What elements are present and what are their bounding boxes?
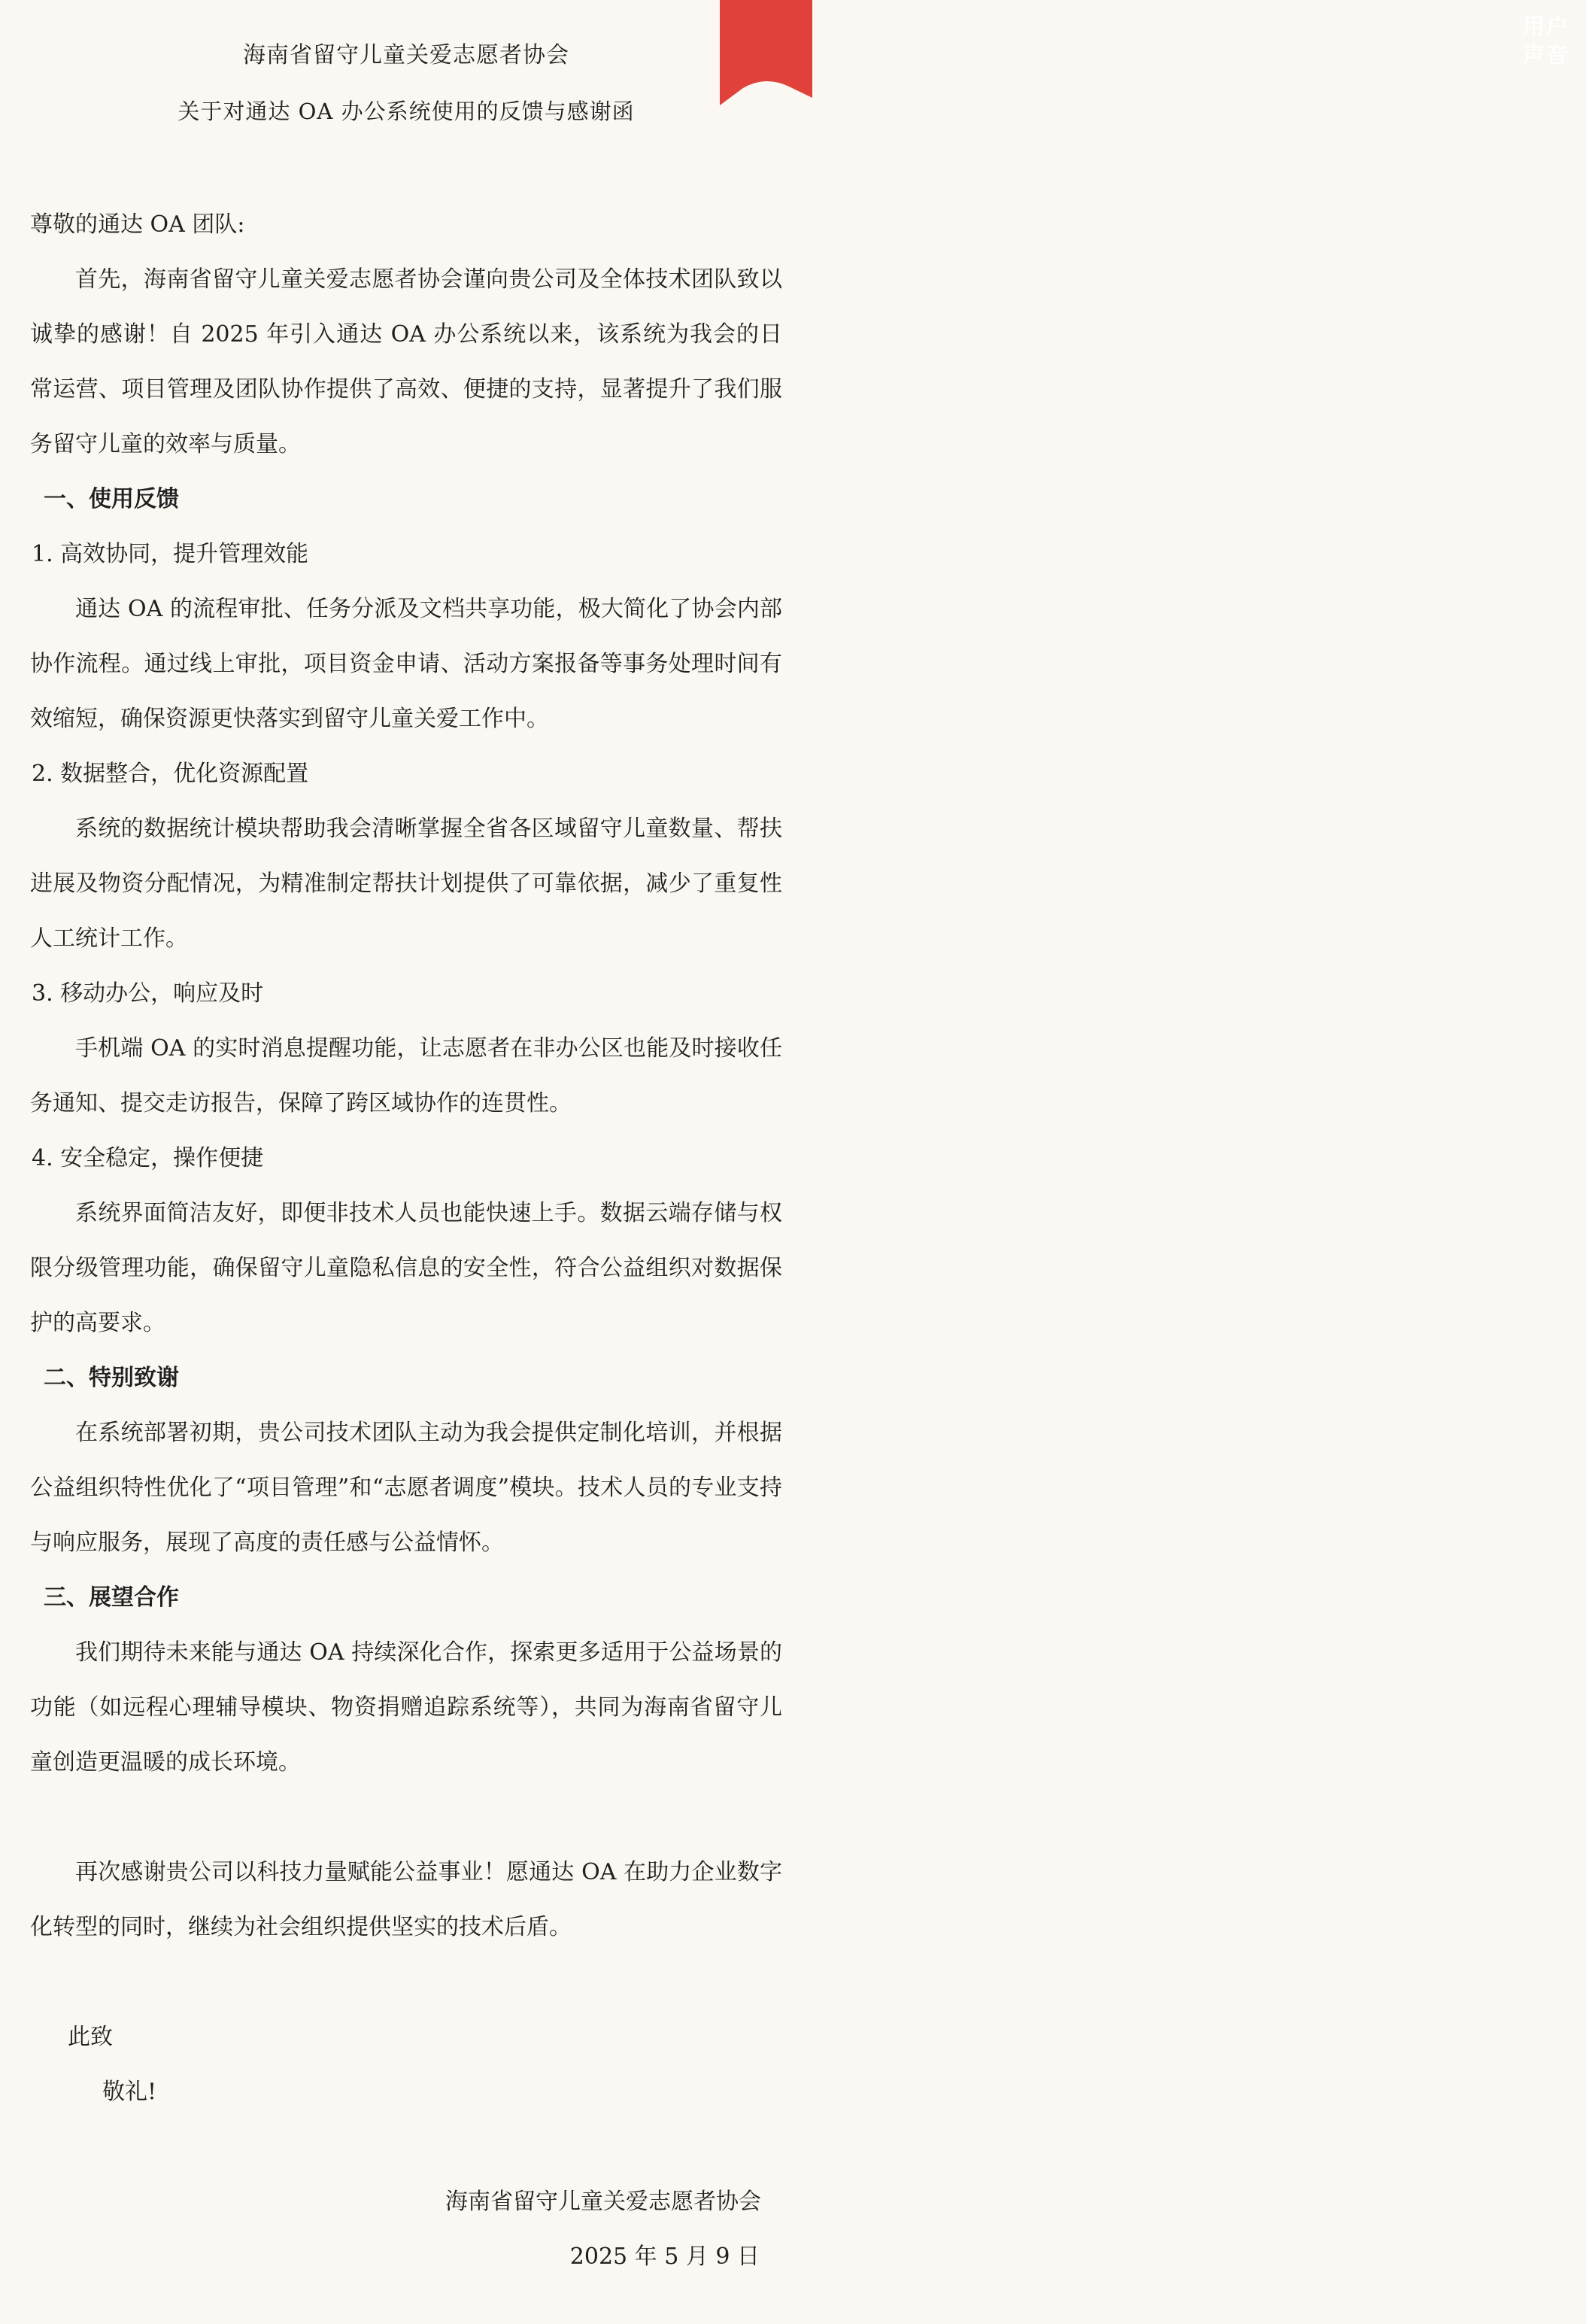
letter-body xyxy=(30,197,782,2284)
salute-phrase: 敬礼! xyxy=(102,2079,157,2105)
badge-label-line2: 声音 xyxy=(1522,43,1569,69)
item-3-heading: 3. 移动办公，响应及时 xyxy=(32,980,264,1007)
section-3-paragraph: 我们期待未来能与通达 OA 持续深化合作，探索更多适用于公益场景的功能（如远程心理辅导模块、物资捐赠追踪系统等），共同为海南省留守儿童创造更温暖的成长环境。 xyxy=(30,1639,782,1776)
item-1-heading: 1. 高效协同，提升管理效能 xyxy=(32,541,309,567)
closing-phrase: 此致 xyxy=(68,2024,113,2050)
ribbon-bookmark-icon xyxy=(677,0,812,120)
letter-date: 2025 年 5 月 9 日 xyxy=(569,2243,760,2270)
section-3-heading: 三、展望合作 xyxy=(44,1584,179,1611)
spacer xyxy=(30,1790,782,1845)
org-title: 海南省留守儿童关爱志愿者协会 xyxy=(243,42,569,68)
salutation: 尊敬的通达 OA 团队: xyxy=(30,211,245,238)
spacer xyxy=(30,2119,782,2174)
section-2-heading: 二、特别致谢 xyxy=(44,1365,179,1391)
badge-label xyxy=(1504,14,1587,71)
item-1-paragraph: 通达 OA 的流程审批、任务分派及文档共享功能，极大简化了协会内部协作流程。通过线上审批，项目资金申请、活动方案报备等事务处理时间有效缩短，确保资源更快落实到留守儿童关爱工作中。 xyxy=(30,596,782,732)
intro-paragraph: 首先，海南省留守儿童关爱志愿者协会谨向贵公司及全体技术团队致以诚挚的感谢！自 2025 年引入通达 OA 办公系统以来，该系统为我会的日常运营、项目管理及团队协作提供了高效、便捷的支持，显著提升了我们服务留守儿童的效率与质量。 xyxy=(30,266,782,457)
badge-label-line1: 用户 xyxy=(1522,14,1569,41)
spacer xyxy=(30,1955,782,2010)
section-1-heading: 一、使用反馈 xyxy=(44,486,179,512)
item-2-heading: 2. 数据整合，优化资源配置 xyxy=(32,761,309,787)
section-2-paragraph: 在系统部署初期，贵公司技术团队主动为我会提供定制化培训，并根据公益组织特性优化了“项目管理”和“志愿者调度”模块。技术人员的专业支持与响应服务，展现了高度的责任感与公益情怀。 xyxy=(30,1420,782,1556)
letter-title: 关于对通达 OA 办公系统使用的反馈与感谢函 xyxy=(178,99,635,124)
item-4-paragraph: 系统界面简洁友好，即便非技术人员也能快速上手。数据云端存储与权限分级管理功能，确保留守儿童隐私信息的安全性，符合公益组织对数据保护的高要求。 xyxy=(30,1200,782,1336)
item-4-heading: 4. 安全稳定，操作便捷 xyxy=(32,1145,264,1171)
closing-paragraph: 再次感谢贵公司以科技力量赋能公益事业！愿通达 OA 在助力企业数字化转型的同时，继续为社会组织提供坚实的技术后盾。 xyxy=(30,1859,782,1940)
item-3-paragraph: 手机端 OA 的实时消息提醒功能，让志愿者在非办公区也能及时接收任务通知、提交走访报告，保障了跨区域协作的连贯性。 xyxy=(30,1035,782,1116)
signature: 海南省留守儿童关爱志愿者协会 xyxy=(445,2189,761,2215)
item-2-paragraph: 系统的数据统计模块帮助我会清晰掌握全省各区域留守儿童数量、帮扶进展及物资分配情况，为精准制定帮扶计划提供了可靠依据，减少了重复性人工统计工作。 xyxy=(30,816,782,952)
